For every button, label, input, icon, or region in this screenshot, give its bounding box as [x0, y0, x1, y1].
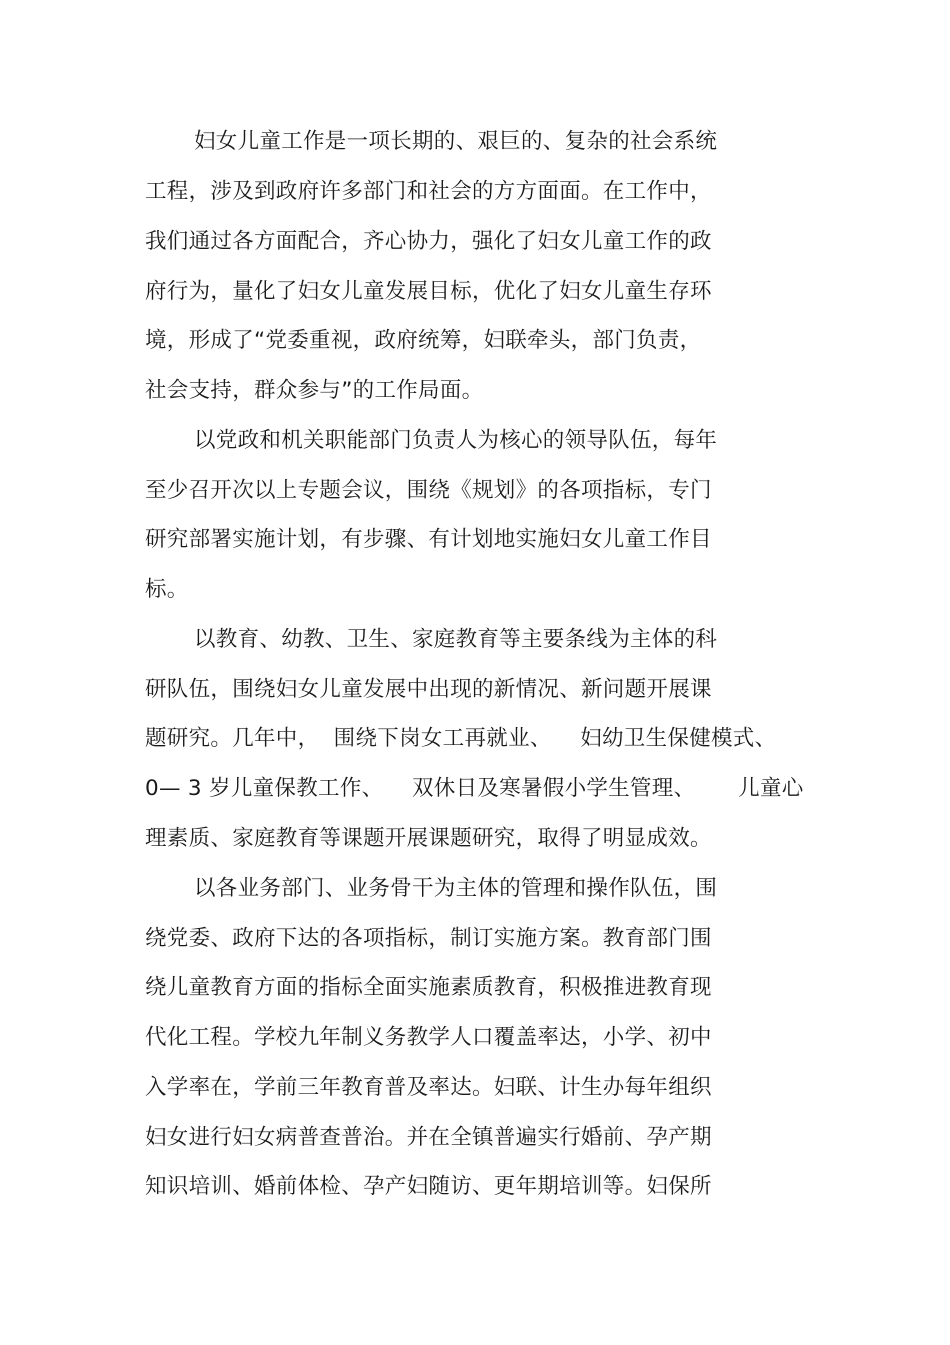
paragraph-1-line-1: 妇女儿童工作是一项长期的、艰巨的、复杂的社会系统 [194, 129, 718, 154]
paragraph-1-line-5: 境，形成了“党委重视，政府统筹，妇联牵头，部门负责， [145, 328, 702, 353]
paragraph-2-line-2: 至少召开次以上专题会议，围绕《规划》的各项指标，专门 [145, 478, 712, 503]
paragraph-4-line-4: 代化工程。学校九年制义务教学人口覆盖率达，小学、初中 [145, 1025, 712, 1050]
paragraph-4-line-1: 以各业务部门、业务骨干为主体的管理和操作队伍，围 [194, 876, 718, 901]
paragraph-1-line-4: 府行为，量化了妇女儿童发展目标，优化了妇女儿童生存环 [145, 279, 712, 304]
paragraph-3-line-1: 以教育、幼教、卫生、家庭教育等主要条线为主体的科 [194, 627, 718, 652]
paragraph-4-line-5: 入学率在，学前三年教育普及率达。妇联、计生办每年组织 [145, 1075, 712, 1100]
paragraph-3-line-3: 题研究。几年中， 围绕下岗女工再就业、 妇幼卫生保健模式、 [145, 726, 777, 751]
paragraph-1-line-2: 工程，涉及到政府许多部门和社会的方方面面。在工作中， [145, 179, 712, 204]
paragraph-3-line-2: 研队伍，围绕妇女儿童发展中出现的新情况、新问题开展课 [145, 677, 712, 702]
paragraph-3-line-5: 理素质、家庭教育等课题开展课题研究，取得了明显成效。 [145, 826, 712, 851]
paragraph-4-line-7: 知识培训、婚前体检、孕产妇随访、更年期培训等。妇保所 [145, 1174, 712, 1199]
paragraph-2-line-4: 标。 [145, 577, 189, 602]
paragraph-3-line-4: 0— 3 岁儿童保教工作、 双休日及寒暑假小学生管理、 儿童心 [145, 776, 804, 801]
paragraph-1-line-3: 我们通过各方面配合，齐心协力，强化了妇女儿童工作的政 [145, 229, 712, 254]
paragraph-4-line-2: 绕党委、政府下达的各项指标，制订实施方案。教育部门围 [145, 926, 712, 951]
paragraph-4-line-6: 妇女进行妇女病普查普治。并在全镇普遍实行婚前、孕产期 [145, 1125, 712, 1150]
paragraph-2-line-3: 研究部署实施计划，有步骤、有计划地实施妇女儿童工作目 [145, 527, 712, 552]
paragraph-4-line-3: 绕儿童教育方面的指标全面实施素质教育，积极推进教育现 [145, 975, 712, 1000]
paragraph-1-line-6: 社会支持，群众参与”的工作局面。 [145, 378, 484, 403]
paragraph-2-line-1: 以党政和机关职能部门负责人为核心的领导队伍，每年 [194, 428, 718, 453]
